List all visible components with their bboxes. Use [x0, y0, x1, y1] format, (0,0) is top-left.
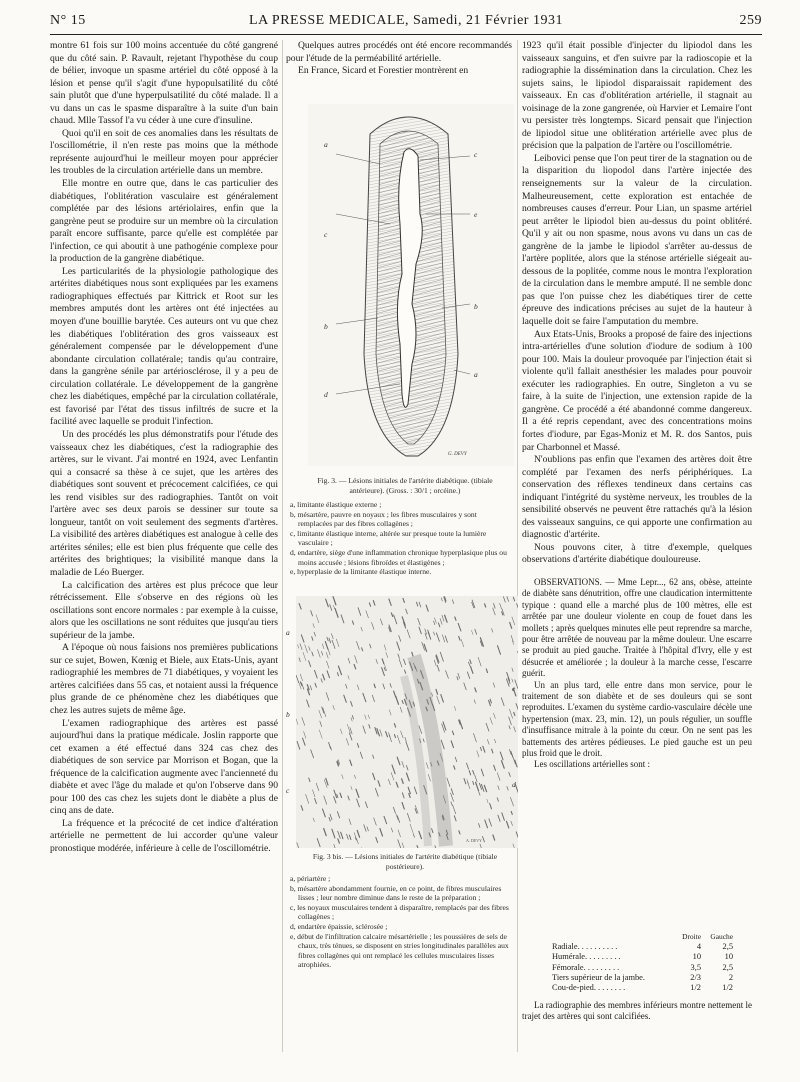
row-label: Humérale. . . . . . . . . — [552, 952, 621, 962]
cell: 1/2 — [690, 983, 701, 993]
closing-paragraph-wrap — [522, 1000, 752, 1023]
figure-label: c — [474, 150, 478, 159]
observation-paragraph: OBSERVATIONS. — Mme Lepr..., 62 ans, obèse, atteinte de diabète sans dénutrition, offre une claudication intermittente typique : quand elle a marché plus de 100 mètres, elle est arrêtée par une douleur violente en coup de fouet dans les mollets ; après quelques minutes elle peut reprendre sa marche, pour être arrêtée de nouveau par la même douleur. Une escarre se produit au pied gauche. Traitée à l'hôpital d'Ivry, elle y est désucrée et améliorée ; la douleur à la marche cesse, l'escarre guérit. — [522, 576, 752, 679]
journal-title: LA PRESSE MEDICALE, Samedi, 21 Février 1931 — [249, 13, 563, 28]
figure-3 — [308, 104, 514, 466]
figure-3bis-caption — [300, 852, 510, 871]
paragraph: Nous pouvons citer, à titre d'exemple, quelques observations d'artérite diabétique douloureuse. — [522, 541, 752, 566]
column-middle — [286, 40, 512, 78]
cell: 2 — [728, 972, 733, 982]
cell: 1/2 — [722, 983, 733, 993]
legend-item: e, début de l'infiltration calcaire mésartérielle ; les poussières de sels de chaux, très ténues, se disposent en stries longitudinales parallèles aux fibres collagènes qui ont remplacé les cellules musculaires lisses atrophiées. — [290, 931, 509, 970]
paragraph: Quelques autres procédés ont été encore recommandés pour l'étude de la perméabilité artérielle. — [286, 40, 512, 64]
legend-item: d, endartère, siège d'une inflammation chronique hyperplasique plus ou moins accusée ; lésions fibroïdes et élastigènes ; — [290, 547, 507, 567]
paragraph: Un des procédés les plus démonstratifs pour l'étude des vaisseaux chez les diabétiques, c'est la radiographie des artères, sur le vivant. J'ai montré en 1924, avec Lenfantin qui a consacré sa thèse à ce sujet, que les artères des diabétiques sont souvent et précocement calcifiées, ce qui les rend visibles sur des radiographies. Tantôt on voit l'artère avec ses deux parois se dessiner sur toute sa longueur, tantôt on voit seulement des segments d'artères. La visibilité des artères diabétiques est analogue à celle des artérites séniles; elle est bien plus fréquente que celle des artérites des brightiques; la visibilité manque dans la maladie de Léo Buerger. — [50, 428, 278, 578]
legend-item: c, limitante élastique interne, altérée sur presque toute la lumière vasculaire ; — [290, 528, 487, 548]
cell: 2,5 — [722, 942, 733, 952]
caption-title: Fig. 3 bis. — Lésions initiales de l'artérite diabétique (tibiale postérieure). — [312, 852, 498, 871]
paragraph: La radiographie des membres inférieurs montre nettement le trajet des artères qui sont calcifiées. — [522, 1000, 752, 1022]
paragraph: N'oublions pas enfin que l'examen des artères doit être complété par l'examen des nerfs périphériques. La conservation des réflexes tendineux dans certains cas indiquant l'intégrité du système nerveux, les troubles de la sensibilité observés ne peuvent être rattachés qu'à la lésion des vaisseaux sanguins, ce qui apporte une confirmation au diagnostic d'artérite. — [522, 454, 752, 541]
legend-item: d, endartère épaissie, sclérosée ; — [290, 921, 388, 931]
caption-title: Fig. 3. — Lésions initiales de l'artérite diabétique. (tibiale antérieure). (Gross. : 30/1 ; orcéine.) — [317, 476, 493, 495]
paragraph: Elle montre en outre que, dans le cas particulier des diabétiques, l'oblitération vasculaire est généralement complétée par des lésions artériolaires, enfin que la gangrène peut se produire sur un membre où la circulation paraît encore suffisante, parce qu'elle est complétée par l'infection, ce qui aboutit à une pathogénie complexe pour la production de la gangrène diabétique. — [50, 178, 278, 265]
artery-section-illustration — [308, 104, 514, 466]
table-row — [552, 942, 752, 952]
paragraph: La fréquence et la précocité de cet indice d'altération artérielle ne permettent de lui accorder qu'une valeur pronostique modérée, inférieure à celle de l'oscillométrie. — [50, 817, 278, 854]
figure-label: b — [286, 710, 290, 719]
table-header — [552, 932, 752, 942]
paragraph: A l'époque où nous faisions nos premières publications sur ce sujet, Bowen, Kœnig et Biele, aux Etats-Unis, ayant radiographié les membres de 71 diabétiques, y voyaient les artères calcifiées dans 55 cas, et notaient aussi la fréquence plus grande de ce phénomène chez les diabétiques que chez les autres sujets de même âge. — [50, 642, 278, 716]
column-header: Gauche — [710, 932, 733, 941]
figure-signature: A. DEVY — [466, 838, 482, 843]
legend-item: a, limitante élastique externe ; — [290, 500, 382, 509]
cell: 2/3 — [690, 972, 701, 982]
page-number: 259 — [739, 13, 762, 28]
paragraph: En France, Sicard et Forestier montrèrent en — [298, 65, 469, 77]
header-rule — [50, 34, 762, 35]
figure-label: a — [324, 140, 328, 149]
figure-label: b — [474, 302, 478, 311]
legend-item: e, hyperplasie de la limitante élastique interne. — [290, 567, 432, 577]
column-divider — [517, 40, 518, 1052]
table-row — [552, 963, 752, 973]
figure-label: c — [324, 230, 328, 239]
paragraph: La calcification des artères est plus précoce que leur rétrécissement. Elle s'observe en des régions où les oscillations sont encore normales : par exemple à la cuisse, alors que les oscillations ne sont réduites que jusqu'au tiers supérieur de la jambe. — [50, 579, 278, 641]
running-header — [50, 10, 762, 32]
cell: 2,5 — [722, 962, 733, 972]
oscillation-table — [552, 932, 752, 993]
figure-label: a — [286, 628, 290, 637]
paragraph: Aux Etats-Unis, Brooks a proposé de faire des injections intra-artérielles d'une solution d'iodure de sodium à 100 pour 100. Mais la douleur provoquée par l'injection était si violente qu'il fallait anesthésier les malades pour pouvoir exécuter les radiographies. En outre, Singleton a vu se faire, à la suite de l'injection, une extension rapide de la gangrène. Ce procédé a été abandonné comme dangereux. Il a été repris cependant, avec des concentrations moins fortes d'iodure, par Egas-Moniz et M. R. dos Santos, puis par Charbonnel et Massé. — [522, 328, 752, 453]
figure-label: e — [474, 210, 478, 219]
column-right — [522, 40, 752, 771]
legend-item: b, mésartère, pauvre en noyaux ; les fibres musculaires y sont remplacées par des fibres collagènes ; — [290, 509, 477, 529]
figure-3bis-legend — [290, 874, 512, 970]
figure-label: b — [324, 322, 328, 331]
cell: 3,5 — [690, 962, 701, 972]
cell: 4 — [696, 942, 701, 952]
table-row — [552, 983, 752, 993]
observation-paragraph: Les oscillations artérielles sont : — [534, 759, 650, 770]
figure-signature: G. DEVY — [448, 452, 467, 457]
row-label: Tiers supérieur de la jambe. — [552, 972, 645, 982]
legend-item: a, périartère ; — [290, 874, 331, 883]
paragraph: montre 61 fois sur 100 moins accentuée du côté gangrené que du côté sain. P. Ravault, rejetant l'hypothèse du coup de bélier, invoque un spasme artériel du côté opposé à la lésion et pense qu'il s'agit d'une hypopulsatilité du côté sain plutôt que d'une hyperpulsatilité du côté malade. Il a vu dans un cas le spasme disparaître à la suite d'un bain chaud. Mlle Tassof l'a vu céder à une cure d'insuline. — [50, 40, 278, 127]
row-label: Fémorale. . . . . . . . . — [552, 962, 620, 972]
paragraph: Leibovici pense que l'on peut tirer de la stagnation ou de la disparition du liopodol dans l'artère injectée des renseignements sur la valeur de la circulation. Malheureusement, cette exploration est entachée de nombreuses causes d'erreur. Pour Lian, un spasme artériel peut arrêter le lipiodol bien au-dessus du point oblitéré. Qu'il y ait ou non spasme, nous avons vu dans un cas de gangrène de la jambe le lipiodol s'arrêter au-dessus de l'artère poplitée, alors que la sténose artérielle siégeait au-dessous de la poplitée, comme nous le montra l'exploration de la circulation dans le membre amputé. Il ne semble donc pas que l'on puisse chez les diabétiques tirer de cette épreuve des indications précises au sujet de la hauteur à laquelle doit se faire l'amputation du membre. — [522, 152, 752, 328]
column-divider — [282, 40, 283, 1052]
figure-label: d — [324, 390, 328, 399]
figure-label: a — [474, 370, 478, 379]
column-left — [50, 40, 278, 856]
row-label: Cou-de-pied. . . . . . . . — [552, 983, 626, 993]
paragraph: Les particularités de la physiologie pathologique des artérites diabétiques nous sont expliquées par les examens radiographiques effectués par Kittrick et Root sur les membres amputés dont les artères ont été injectées au moyen d'une bouillie barytée. Ces auteurs ont vu que chez les diabétiques l'oblitération des gros vaisseaux est généralement compensée par le développement d'une abondante circulation collatérale; tandis qu'au contraire, dans la gangrène sénile par artériosclérose, il y a peu de circulation collatérale. Le développement de la gangrène chez les diabétiques, empêché par la circulation collatérale, est favorisé par l'état des tissus infiltrés de sucre et la facilité avec laquelle se produit l'infection. — [50, 265, 278, 428]
legend-item: b, mésartère abondamment fournie, en ce point, de fibres musculaires lisses ; leur nombre diminue dans le reste de la préparation ; — [290, 883, 502, 903]
legend-item: c, les noyaux musculaires tendent à disparaître, remplacés par des fibres collagènes ; — [290, 902, 509, 922]
table-row — [552, 973, 752, 983]
figure-label: e — [512, 684, 516, 693]
figure-3-caption — [300, 476, 510, 495]
paragraph: 1923 qu'il était possible d'injecter du lipiodol dans les vaisseaux sanguins, et d'en suivre par la radioscopie et la radiographie la dissémination dans la circulation. Chez les sujets sains, le lipiodol disparaissait rapidement des vaisseaux. En cas d'oblitération artérielle, il stagnait au voisinage de la zone gangrenée, où Harvier et Lemaire l'ont vu persister très longtemps. Sicard pensait que l'injection de lipiodol situe une oblitération artérielle avec plus de précision que la palpation de l'artère ou l'oscillométrie. — [522, 40, 752, 152]
cell: 10 — [692, 952, 701, 962]
figure-label: c — [286, 786, 290, 795]
row-label: Radiale. . . . . . . . . . — [552, 942, 618, 952]
observation-paragraph: Un an plus tard, elle entre dans mon service, pour le traitement de son diabète et de ses douleurs qui se sont reproduites. L'examen du système cardio-vasculaire décèle une hypertension (max. 23, min. 12), un pouls régulier, un souffle d'insuffisance mitrale à la pointe du cœur. On ne sent pas les battements des artères pédieuses. Le pied gauche est un peu plus froid que le droit. — [522, 679, 752, 759]
figure-3-legend — [290, 500, 512, 577]
paragraph: Quoi qu'il en soit de ces anomalies dans les résultats de l'oscillométrie, il n'en reste pas moins que la méthode représente aujourd'hui le meilleur moyen pour apprécier les troubles de la circulation artérielle dans un membre. — [50, 127, 278, 177]
micrograph-illustration — [296, 596, 518, 848]
cell: 10 — [724, 952, 733, 962]
figure-label: d — [512, 780, 516, 789]
paragraph: L'examen radiographique des artères est passé aujourd'hui dans la pratique médicale. Joslin rapporte que cet examen a été effectué dans 324 cas chez des diabétiques de son service par Morrison et Bogan, que la fréquence de la calcification augmente avec l'ancienneté du diabète et avec l'âge du malade et qu'on l'observe dans 90 pour 100 des cas chez les sujets dont le diabète a plus de cinq ans de date. — [50, 717, 278, 817]
table-row — [552, 952, 752, 962]
column-header: Droite — [682, 932, 701, 941]
issue-number: N° 15 — [50, 13, 86, 28]
